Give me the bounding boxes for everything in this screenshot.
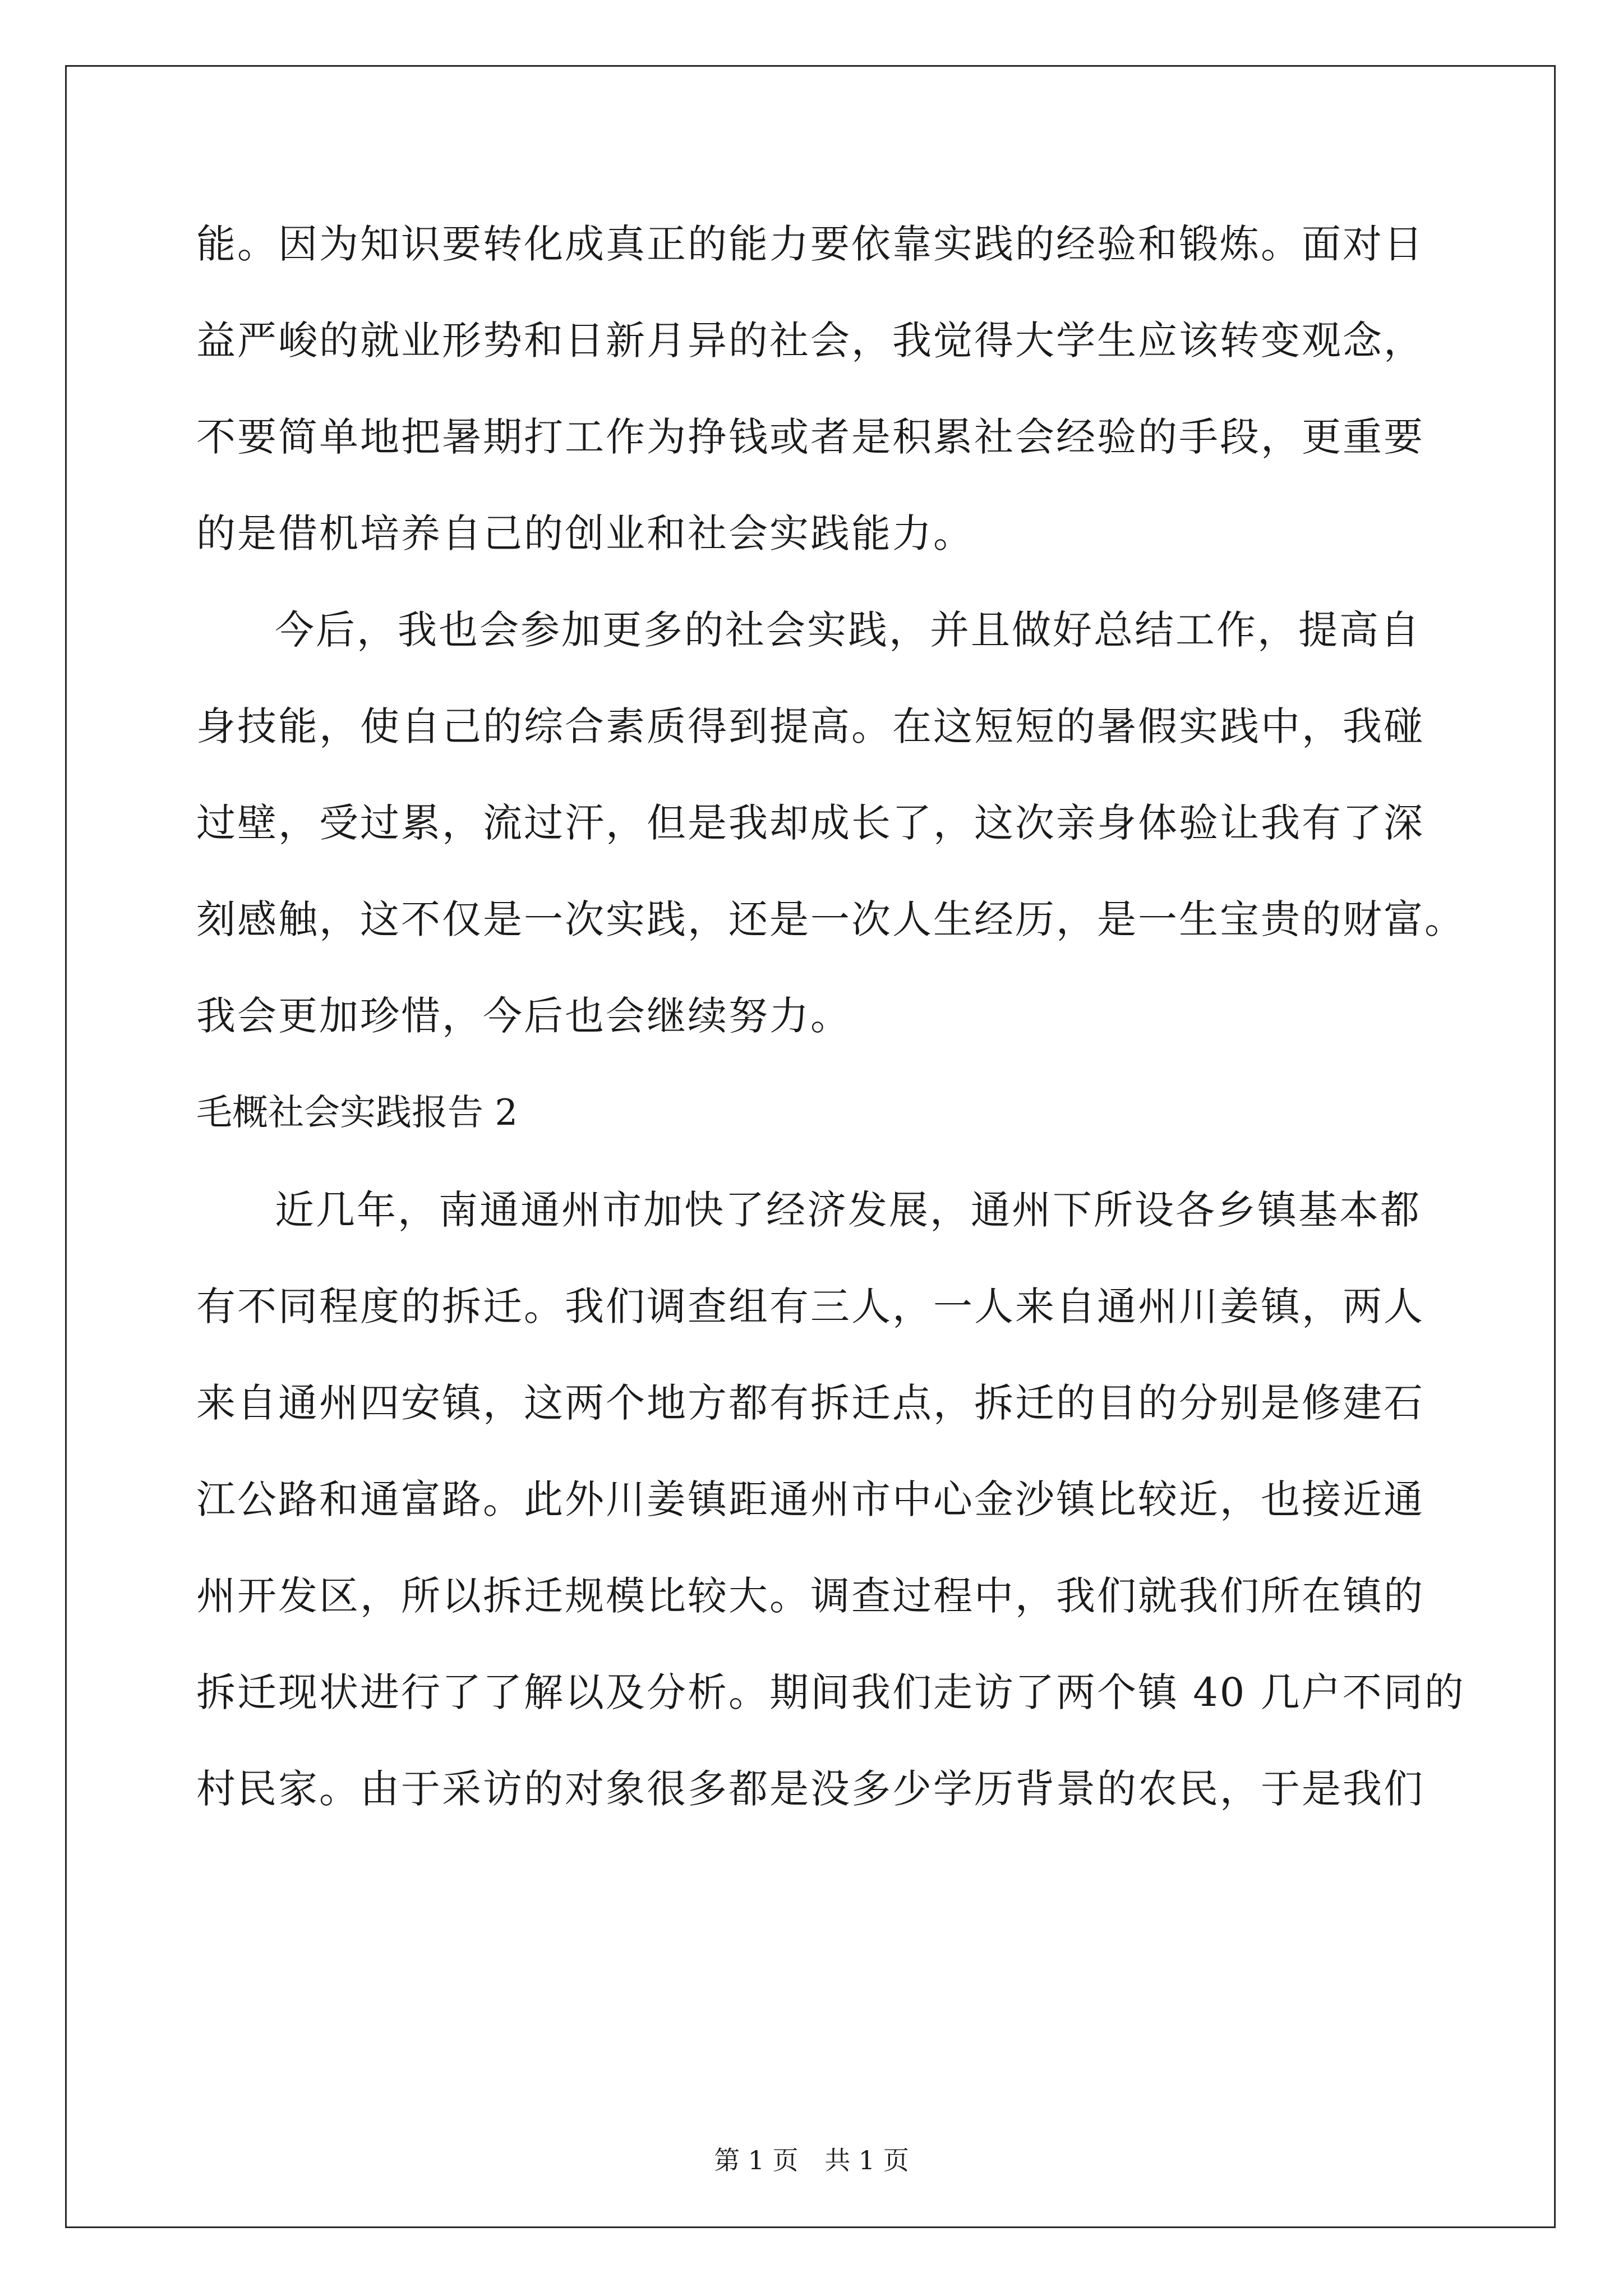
paragraph-1-line-1: 能。因为知识要转化成真正的能力要依靠实践的经验和锻炼。面对日 <box>196 221 1424 267</box>
paragraph-2-line-5: 我会更加珍惜，今后也会继续努力。 <box>196 993 851 1039</box>
paragraph-3-line-1: 近几年，南通通州市加快了经济发展，通州下所设各乡镇基本都 <box>275 1187 1421 1233</box>
section-heading: 毛概社会实践报告 2 <box>196 1092 518 1134</box>
paragraph-3-line-6: 拆迁现状进行了了解以及分析。期间我们走访了两个镇 40 几户不同的 <box>196 1669 1465 1715</box>
page-footer <box>0 2147 1623 2173</box>
paragraph-2-line-1: 今后，我也会参加更多的社会实践，并且做好总结工作，提高自 <box>275 607 1421 653</box>
paragraph-3-line-5: 州开发区，所以拆迁规模比较大。调查过程中，我们就我们所在镇的 <box>196 1573 1424 1619</box>
paragraph-1-line-2: 益严峻的就业形势和日新月异的社会，我觉得大学生应该转变观念， <box>196 318 1424 364</box>
paragraph-1-line-4: 的是借机培养自己的创业和社会实践能力。 <box>196 510 974 556</box>
paragraph-2-line-3: 过壁，受过累，流过汗，但是我却成长了，这次亲身体验让我有了深 <box>196 800 1424 846</box>
page-border <box>65 65 1556 2228</box>
paragraph-3-line-3: 来自通州四安镇，这两个地方都有拆迁点，拆迁的目的分别是修建石 <box>196 1380 1424 1426</box>
paragraph-2-line-2: 身技能，使自己的综合素质得到提高。在这短短的暑假实践中，我碰 <box>196 703 1424 749</box>
paragraph-3-line-7: 村民家。由于采访的对象很多都是没多少学历背景的农民，于是我们 <box>196 1766 1424 1812</box>
paragraph-3-line-2: 有不同程度的拆迁。我们调查组有三人，一人来自通州川姜镇，两人 <box>196 1283 1424 1329</box>
page-number: 第 1 页 <box>714 2145 799 2175</box>
page-total: 共 1 页 <box>824 2145 909 2175</box>
paragraph-2-line-4: 刻感触，这不仅是一次实践，还是一次人生经历，是一生宝贵的财富。 <box>196 896 1465 942</box>
paragraph-1-line-3: 不要简单地把暑期打工作为挣钱或者是积累社会经验的手段，更重要 <box>196 414 1424 460</box>
paragraph-3-line-4: 江公路和通富路。此外川姜镇距通州市中心金沙镇比较近，也接近通 <box>196 1476 1424 1522</box>
